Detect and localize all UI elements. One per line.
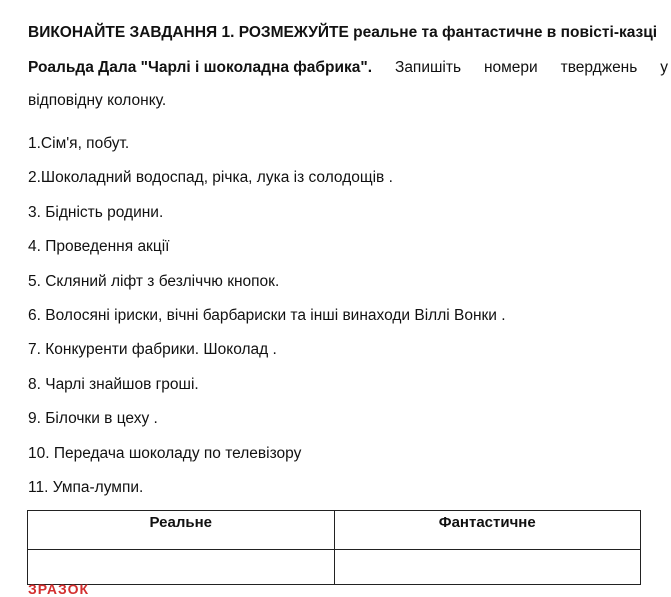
header-real: Реальне	[28, 511, 335, 550]
cell-fantastic[interactable]	[334, 550, 641, 585]
table-header-row	[28, 511, 641, 550]
list-item: 10. Передача шоколаду по телевізору	[28, 444, 302, 462]
cut-off-red-label: ЗРАЗОК	[28, 581, 90, 597]
cell-real[interactable]	[28, 550, 335, 585]
list-item: 11. Умпа-лумпи.	[28, 478, 144, 496]
header-fantastic: Фантастичне	[334, 511, 641, 550]
list-item: 6. Волосяні іриски, вічні барбариски та інші винаходи Віллі Вонки .	[28, 306, 506, 324]
list-item: 3. Бідність родини.	[28, 203, 164, 221]
book-title: Роальда Дала "Чарлі і шоколадна фабрика".	[28, 59, 373, 76]
list-item: 4. Проведення акції	[28, 238, 170, 256]
table-row	[28, 550, 641, 585]
task-line-2	[28, 59, 668, 77]
task-word: Запишіть	[394, 59, 462, 76]
list-item: 1.Сім'я, побут.	[28, 135, 130, 152]
statement-list	[28, 133, 506, 511]
list-item: 8. Чарлі знайшов гроші.	[28, 375, 199, 393]
task-line-3: відповідну колонку.	[28, 92, 167, 109]
list-item: 9. Білочки в цеху .	[28, 410, 158, 428]
list-item: 2.Шоколадний водоспад, річка, лука із солодощів .	[28, 169, 393, 187]
task-heading	[28, 24, 657, 42]
list-item: 7. Конкуренти фабрики. Шоколад .	[28, 341, 277, 359]
task-word: тверджень	[560, 59, 638, 76]
task-word: у	[660, 59, 668, 76]
task-heading-text: ВИКОНАЙТЕ ЗАВДАННЯ 1. РОЗМЕЖУЙТЕ реальне та фантастичне в повісті-казці	[28, 24, 658, 41]
task-word: номери	[483, 59, 538, 76]
answer-table	[27, 510, 641, 585]
list-item: 5. Скляний ліфт з безліччю кнопок.	[28, 272, 280, 290]
